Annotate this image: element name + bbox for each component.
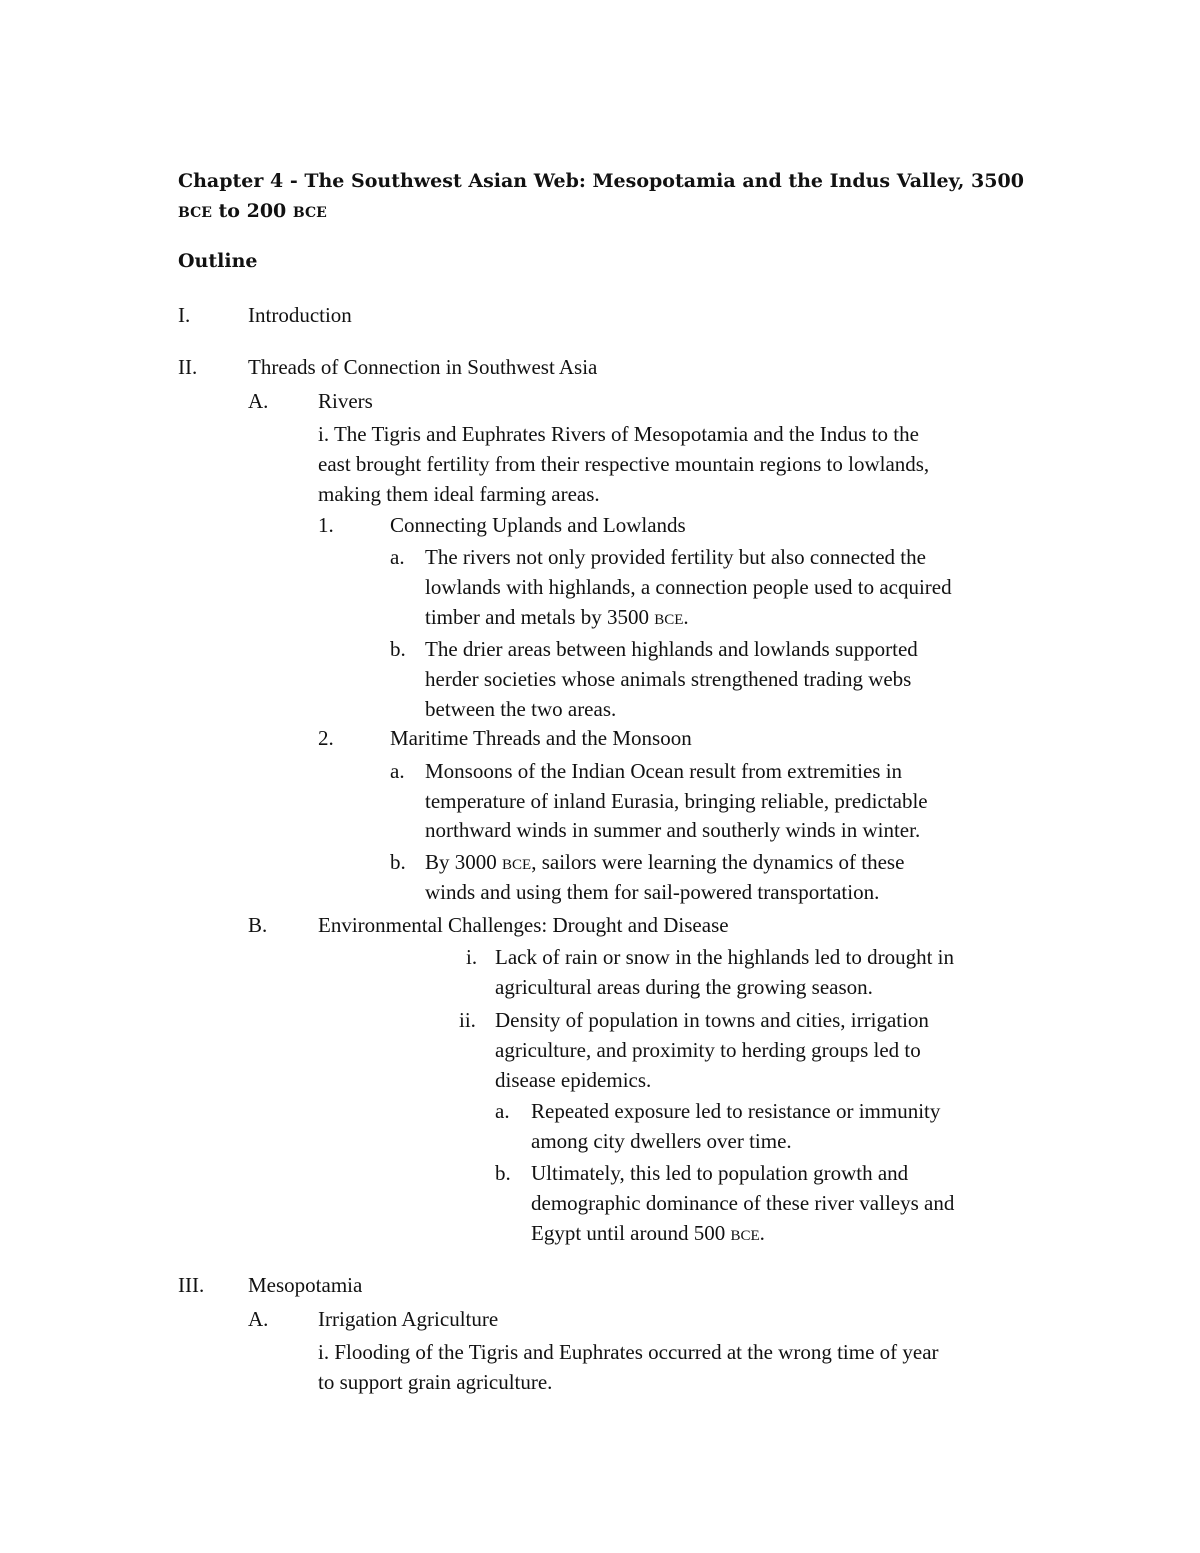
irrigation-note-line-1: i. Flooding of the Tigris and Euphrates occurred at the wrong time of year	[318, 1340, 939, 1364]
maritime-a-line-1: Monsoons of the Indian Ocean result from extremities in	[425, 759, 903, 783]
title-bce-1: BCE	[178, 205, 212, 221]
disease-a-line-2: among city dwellers over time.	[531, 1129, 792, 1153]
marker-II: II.	[178, 355, 198, 379]
title-bce-2: BCE	[292, 205, 327, 221]
marker-II-A-1-b: b.	[390, 637, 406, 661]
uplands-a-line-3: timber and metals by 3500 BCE.	[425, 605, 689, 629]
outline-item-introduction: Introduction	[248, 303, 352, 327]
marker-II-A: A.	[248, 389, 269, 413]
marker-II-A-1: 1.	[318, 513, 334, 537]
marker-II-B-i: i.	[466, 945, 478, 969]
challenges-ii-line-3: disease epidemics.	[495, 1068, 652, 1092]
challenges-ii-line-2: agriculture, and proximity to herding groups led to	[495, 1038, 921, 1062]
outline-item-maritime-threads: Maritime Threads and the Monsoon	[390, 726, 692, 750]
marker-II-B: B.	[248, 913, 268, 937]
marker-I: I.	[178, 303, 191, 327]
marker-II-B-ii: ii.	[459, 1008, 476, 1032]
maritime-b-line-1: By 3000 BCE, sailors were learning the dynamics of these	[425, 850, 905, 874]
disease-a-line-1: Repeated exposure led to resistance or immunity	[531, 1099, 941, 1123]
uplands-b-line-3: between the two areas.	[425, 697, 617, 721]
challenges-i-line-1: Lack of rain or snow in the highlands led to drought in	[495, 945, 954, 969]
marker-III-A: A.	[248, 1307, 269, 1331]
outline-item-mesopotamia: Mesopotamia	[248, 1273, 363, 1297]
outline-item-connecting-uplands: Connecting Uplands and Lowlands	[390, 513, 686, 537]
rivers-note-line-1: i. The Tigris and Euphrates Rivers of Mesopotamia and the Indus to the	[318, 422, 919, 446]
uplands-a-line-1: The rivers not only provided fertility but also connected the	[425, 545, 926, 569]
marker-II-B-ii-b: b.	[495, 1161, 511, 1185]
marker-II-B-ii-a: a.	[495, 1099, 510, 1123]
uplands-b-line-1: The drier areas between highlands and lowlands supported	[425, 637, 918, 661]
title-line-1: Chapter 4 - The Southwest Asian Web: Mesopotamia and the Indus Valley, 3500	[178, 170, 1024, 192]
outline-item-environmental-challenges: Environmental Challenges: Drought and Disease	[318, 913, 729, 937]
rivers-note-line-3: making them ideal farming areas.	[318, 482, 600, 506]
document-title	[178, 166, 1038, 228]
outline-item-irrigation: Irrigation Agriculture	[318, 1307, 499, 1331]
uplands-b-line-2: herder societies whose animals strengthened trading webs	[425, 667, 912, 691]
marker-II-A-2-a: a.	[390, 759, 405, 783]
marker-II-A-2: 2.	[318, 726, 334, 750]
marker-II-A-1-a: a.	[390, 545, 405, 569]
rivers-note-line-2: east brought fertility from their respective mountain regions to lowlands,	[318, 452, 930, 476]
disease-b-line-1: Ultimately, this led to population growth and	[531, 1161, 909, 1185]
challenges-ii-line-1: Density of population in towns and cities, irrigation	[495, 1008, 929, 1032]
outline-item-rivers: Rivers	[318, 389, 373, 413]
maritime-b-line-2: winds and using them for sail-powered transportation.	[425, 880, 880, 904]
disease-b-line-2: demographic dominance of these river valleys and	[531, 1191, 955, 1215]
outline-heading: Outline	[178, 250, 258, 272]
maritime-a-line-3: northward winds in summer and southerly winds in winter.	[425, 818, 921, 842]
marker-II-A-2-b: b.	[390, 850, 406, 874]
uplands-a-line-2: lowlands with highlands, a connection people used to acquired	[425, 575, 952, 599]
title-to: to 200	[218, 200, 287, 222]
irrigation-note-line-2: to support grain agriculture.	[318, 1370, 553, 1394]
marker-III: III.	[178, 1273, 205, 1297]
challenges-i-line-2: agricultural areas during the growing season.	[495, 975, 873, 999]
maritime-a-line-2: temperature of inland Eurasia, bringing reliable, predictable	[425, 789, 928, 813]
outline-item-threads: Threads of Connection in Southwest Asia	[248, 355, 598, 379]
disease-b-line-3: Egypt until around 500 BCE.	[531, 1221, 765, 1245]
